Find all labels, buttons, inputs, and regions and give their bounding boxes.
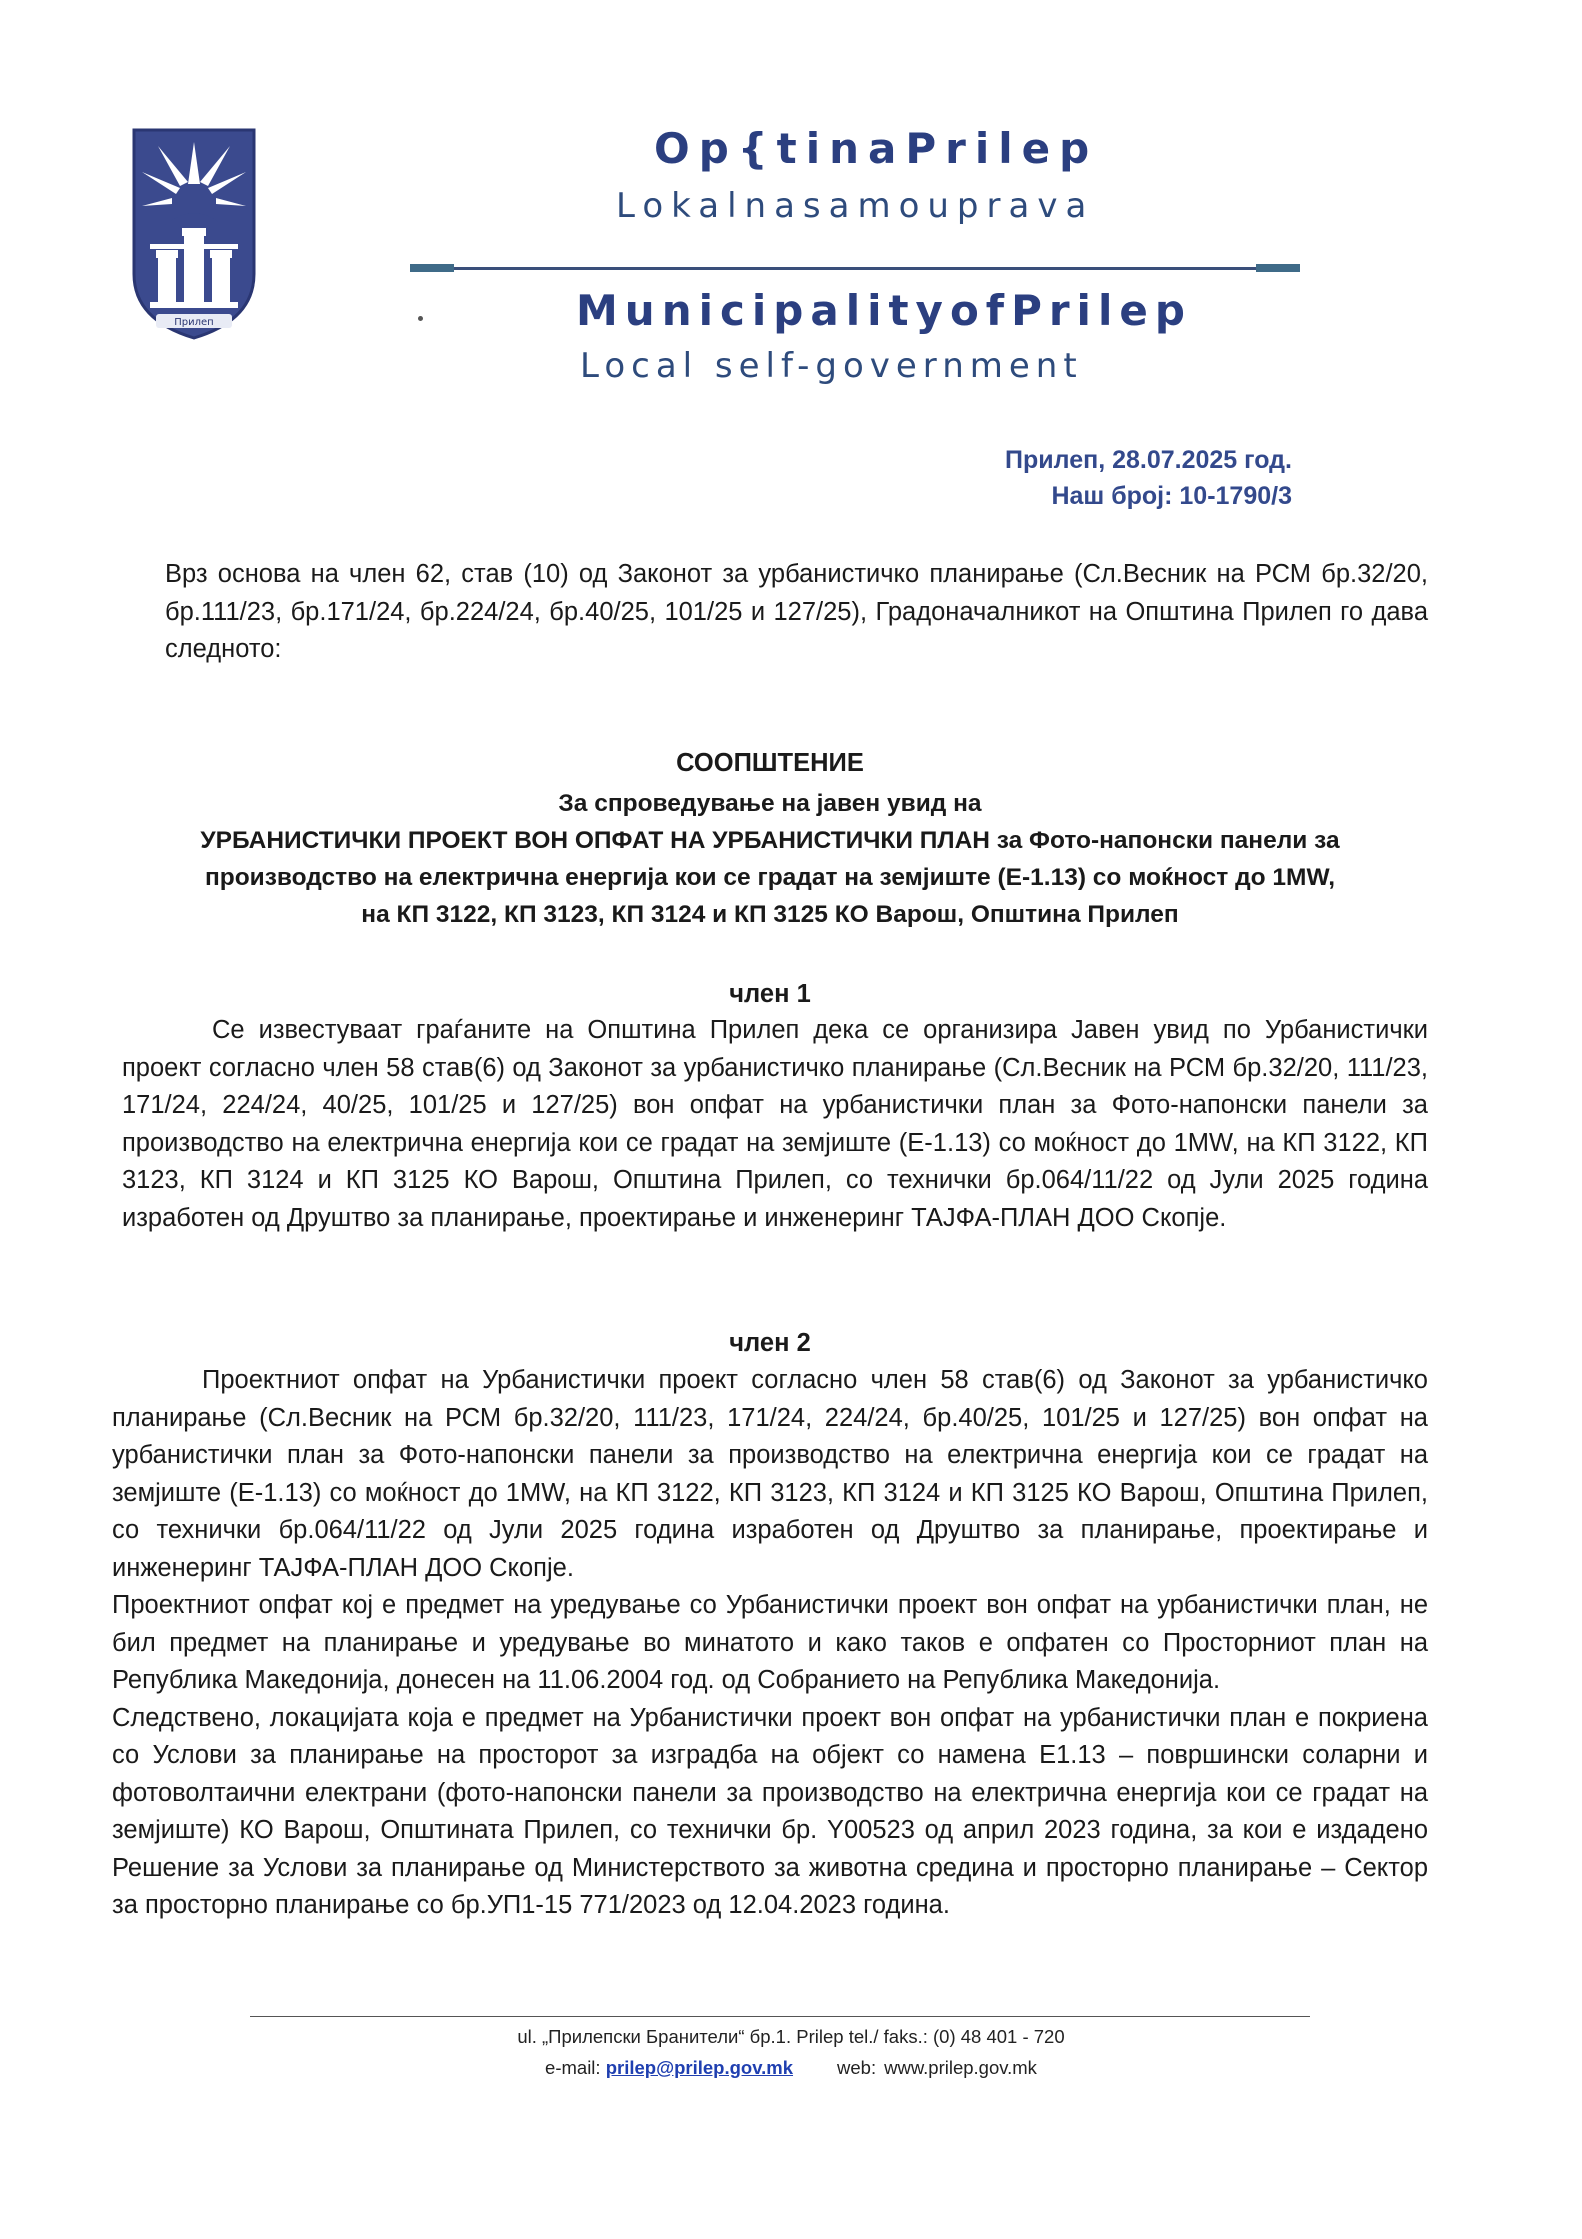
footer-contact — [0, 2057, 1582, 2079]
footer-web-link[interactable]: www.prilep.gov.mk — [884, 2057, 1037, 2078]
notice-title: СООПШТЕНИЕ — [676, 749, 864, 777]
letterhead-divider-cap-right — [1256, 264, 1300, 272]
reference-number: Наш број: 10-1790/3 — [1051, 482, 1292, 510]
letterhead-municipality-local: Op{tinaPrilep — [654, 124, 1099, 173]
logo-ribbon-text: Прилеп — [174, 317, 214, 328]
notice-subject — [112, 785, 1428, 933]
scan-speck — [418, 316, 423, 321]
footer-address: ul. „Прилепски Бранители“ бр.1. Prilep tel./ faks.: (0) 48 401 - 720 — [517, 2026, 1065, 2047]
letterhead-self-government-local: Lokalnasamouprava — [616, 186, 1095, 226]
notice-subject-line-2: УРБАНИСТИЧКИ ПРОЕКТ ВОН ОПФАТ НА УРБАНИСТИЧКИ ПЛАН за Фото-напонски панели за — [200, 827, 1340, 854]
letterhead-municipality-en: MunicipalityofPrilep — [576, 286, 1192, 335]
article-2-paragraph-2: Проектниот опфат кој е предмет на уредување со Урбанистички проект вон опфат на урбанистички план, не бил предмет на планирање и уредување во минатото и како таков е опфатен со Просторниот план на Република Македонија, донесен на 11.06.2004 год. од Собранието на Република Македонија. — [112, 1591, 1428, 1694]
letterhead-self-government-en: Local self-government — [580, 346, 1083, 386]
intro-paragraph: Врз основа на член 62, став (10) од Законот за урбанистичко планирање (Сл.Весник на РСМ бр.32/20, бр.111/23, бр.171/24, бр.224/24, бр.40/25, 101/25 и 127/25), Градоначалникот на Општина Прилеп го дава следното: — [165, 560, 1428, 663]
letterhead-divider-cap-left — [410, 264, 454, 272]
footer-divider — [250, 2016, 1310, 2017]
article-1-text: Се известуваат граѓаните на Општина Прилеп дека се организира Јавен увид по Урбанистички проект согласно член 58 став(6) од Законот за урбанистичко планирање (Сл.Весник на РСМ бр.32/20, 111/23, 171/24, 224/24, 40/25, 101/25 и 127/25) вон опфат на урбанистички план за Фото-напонски панели за производство на електрична енергија кои се градат на земјиште (Е-1.13) со моќност до 1MW, на КП 3122, КП 3123, КП 3124 и КП 3125 КО Варош, Општина Прилеп, со технички бр.064/11/22 од Јули 2025 година изработен од Друштво за планирање, проектирање и инженеринг ТАЈФА-ПЛАН ДОО Скопје. — [122, 1016, 1428, 1232]
notice-subject-line-3: производство на електрична енергија кои се градат на земјиште (Е-1.13) со моќност до 1MW, — [204, 864, 1336, 891]
footer-email-link[interactable]: prilep@prilep.gov.mk — [605, 2057, 794, 2078]
letterhead-divider — [410, 267, 1300, 270]
article-2-body — [112, 1362, 1428, 1925]
footer-email-label: e-mail: — [545, 2057, 606, 2078]
article-1-title: член 1 — [729, 980, 811, 1008]
article-2-title: член 2 — [729, 1329, 811, 1357]
notice-subject-line-4: на КП 3122, КП 3123, КП 3124 и КП 3125 КО Варош, Општина Прилеп — [361, 901, 1179, 928]
notice-subject-line-1: За спроведување на јавен увид на — [558, 790, 982, 817]
article-2-paragraph-3: Следствено, локацијата која е предмет на Урбанистички проект вон опфат на урбанистички план е покриена со Услови за планирање на просторот за изградба на објект со намена Е1.13 – површински соларни и фотоволтаични електрани (фото-напонски панели за производство на електрична енергија кои се градат на земјиште) КО Варош, Општината Прилеп, со технички бр. Y00523 од април 2023 година, за кои е издадено Решение за Услови за планирање од Министерството за животна средина и просторно планирање – Сектор за просторно планирање со бр.УП1-15 771/2023 од 12.04.2023 година. — [112, 1703, 1428, 1919]
place-and-date: Прилеп, 28.07.2025 год. — [1005, 446, 1292, 474]
article-2-paragraph-1: Проектниот опфат на Урбанистички проект согласно член 58 став(6) од Законот за урбанистичко планирање (Сл.Весник на РСМ бр.32/20, 111/23, 171/24, 224/24, бр.40/25, 101/25 и 127/25) вон опфат на урбанистички план за Фото-напонски панели за производство на електрична енергија кои се градат на земјиште (Е-1.13) со моќност до 1MW, на КП 3122, КП 3123, КП 3124 и КП 3125 КО Варош, Општина Прилеп, со технички бр.064/11/22 од Јули 2025 година изработен од Друштво за планирање, проектирање и инженеринг ТАЈФА-ПЛАН ДОО Скопје. — [112, 1366, 1428, 1582]
footer-web-label: web: — [837, 2057, 877, 2078]
municipality-coat-of-arms-icon — [128, 124, 260, 342]
